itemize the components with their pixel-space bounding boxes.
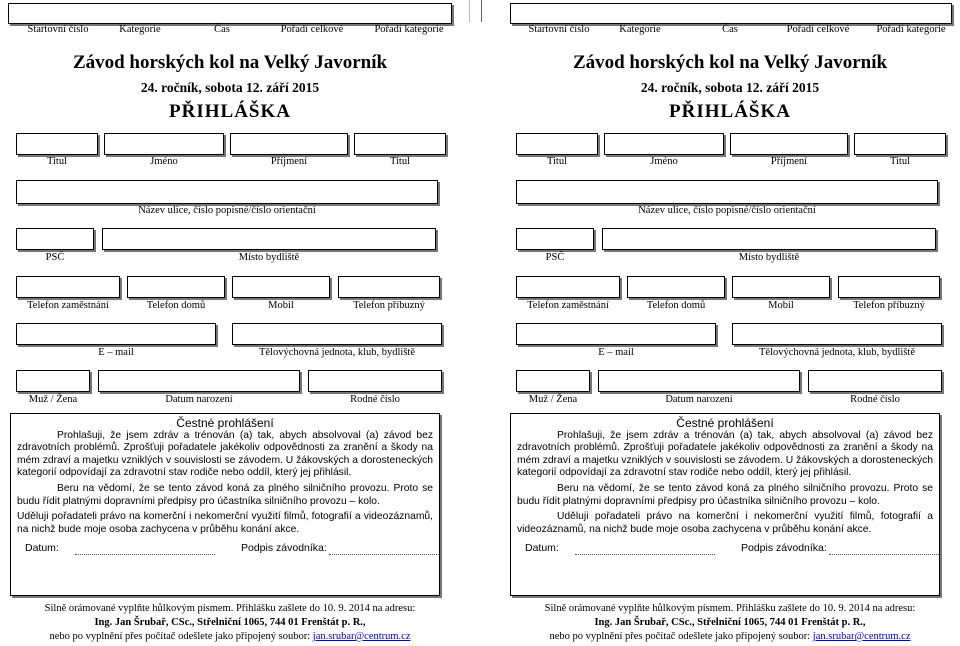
first-name-label: Jméno [150,156,178,167]
last-name-field[interactable] [230,133,348,155]
event-subtitle: 24. ročník, sobota 12. září 2015 [140,80,320,95]
declaration-health: Prohlašuji, že jsem zdráv a trénován (a) tak, abych absolvoval (a) závod bez zdravotních problémů. Zprošťuji pořadatele jakékoliv odpovědnosti za zranění a škody na mém zdraví a majetku vzniklých v souvislosti se závodem. U žákovských a dorosteneckých kategorií odpovídají za zdravotní stav rodiče nebo oddíl, který jej přihlásil. [17,429,433,479]
zip-label: PSČ [545,252,565,263]
entry-form-right [500,0,960,646]
titul-before-label: Titul [46,156,68,167]
club-label: Tělovýchovná jednota, klub, bydliště [758,347,915,358]
date-line[interactable] [75,554,215,555]
zip-label: PSČ [45,252,65,263]
form-title: PŘIHLÁŠKA [669,101,791,122]
entry-form-left [0,0,460,646]
relative-phone-field[interactable] [838,276,940,298]
zip-field[interactable] [516,228,594,250]
email-field[interactable] [516,323,716,345]
footer-email-prefix: nebo po vyplnění přes počítač odešlete jako připojený soubor: [49,631,313,642]
date-label: Datum: [25,542,59,555]
footer-address: Ing. Jan Šrubař, CSc., Střelniční 1065, 744 01 Frenštát p. R., [94,617,366,628]
declaration-heading: Čestné prohlášení [676,416,774,430]
footer-instructions: Silně orámované vyplňte hůlkovým písmem. Přihlášku zašlete do 10. 9. 2014 na adresu: [544,603,916,614]
page-divider-right [481,0,482,22]
signature-row [17,542,433,558]
birth-date-label: Datum narození [665,394,733,405]
birth-number-label: Rodné číslo [850,394,900,405]
header-time: Čas [722,24,738,35]
event-subtitle: 24. ročník, sobota 12. září 2015 [640,80,820,95]
header-category-rank: Pořadí kategorie [374,24,444,35]
declaration-media: Uděluji pořadateli právo na komerční i nekomerční využití filmů, fotografií a videozáznamů, na nichž bude moje osoba zachycena v průběhu konání akce. [517,511,933,535]
home-phone-field[interactable] [127,276,225,298]
street-label: Název ulice, číslo popisné/číslo orientační [638,205,816,216]
event-title: Závod horských kol na Velký Javorník [72,52,388,73]
work-phone-field[interactable] [516,276,620,298]
footer-email-link[interactable]: jan.srubar@centrum.cz [812,631,911,642]
signature-label: Podpis závodníka: [241,542,327,555]
declaration-traffic: Beru na vědomí, že se tento závod koná za plného silničního provozu. Proto se budu řídit platnými dopravními předpisy pro účastníka silničního provozu – kolo. [517,482,933,507]
birth-date-label: Datum narození [165,394,233,405]
last-name-label: Příjmení [770,156,808,167]
header-start-number: Startovní číslo [27,24,89,35]
titul-after-field[interactable] [354,133,446,155]
gender-label: Muž / Žena [528,394,578,405]
birth-number-field[interactable] [308,370,442,392]
result-header-box [510,3,952,24]
titul-before-field[interactable] [16,133,98,155]
header-category-rank: Pořadí kategorie [876,24,946,35]
header-overall-rank: Pořadí celkové [280,24,344,35]
first-name-field[interactable] [104,133,224,155]
relative-phone-label: Telefon příbuzný [853,300,925,311]
first-name-label: Jméno [650,156,678,167]
first-name-field[interactable] [604,133,724,155]
club-field[interactable] [732,323,942,345]
declaration-media: Uděluji pořadateli právo na komerční i nekomerční využití filmů, fotografií a videozáznamů, na nichž bude moje osoba zachycena v průběhu konání akce. [17,511,433,535]
zip-field[interactable] [16,228,94,250]
header-overall-rank: Pořadí celkové [786,24,850,35]
signature-label: Podpis závodníka: [741,542,827,555]
city-field[interactable] [102,228,436,250]
mobile-field[interactable] [732,276,830,298]
declaration-box [10,413,440,596]
home-phone-field[interactable] [627,276,725,298]
relative-phone-field[interactable] [338,276,440,298]
date-label: Datum: [525,542,559,555]
form-title: PŘIHLÁŠKA [169,101,291,122]
work-phone-label: Telefon zaměstnání [27,300,109,311]
footer-address: Ing. Jan Šrubař, CSc., Střelniční 1065, 744 01 Frenštát p. R., [594,617,866,628]
email-label: E – mail [598,347,634,358]
birth-date-field[interactable] [98,370,300,392]
footer-email-prefix: nebo po vyplnění přes počítač odešlete jako připojený soubor: [549,631,813,642]
street-field[interactable] [16,180,438,204]
city-label: Místo bydliště [738,252,800,263]
city-field[interactable] [602,228,936,250]
birth-number-field[interactable] [808,370,942,392]
header-time: Čas [214,24,230,35]
club-label: Tělovýchovná jednota, klub, bydliště [258,347,415,358]
declaration-health: Prohlašuji, že jsem zdráv a trénován (a) tak, abych absolvoval (a) závod bez zdravotních problémů. Zprošťuji pořadatele jakékoliv odpovědnosti za zranění a škody na mém zdraví a majetku vzniklých v souvislosti se závodem. U žákovských a dorosteneckých kategorií odpovídají za zdravotní stav rodiče nebo oddíl, který jej přihlásil. [517,429,933,479]
header-category: Kategorie [619,24,661,35]
declaration-heading: Čestné prohlášení [176,416,274,430]
titul-after-label: Titul [889,156,911,167]
titul-after-field[interactable] [854,133,946,155]
email-field[interactable] [16,323,216,345]
club-field[interactable] [232,323,442,345]
titul-after-label: Titul [389,156,411,167]
titul-before-label: Titul [546,156,568,167]
footer-email-line [0,631,460,642]
event-title: Závod horských kol na Velký Javorník [572,52,888,73]
relative-phone-label: Telefon příbuzný [353,300,425,311]
footer-instructions: Silně orámované vyplňte hůlkovým písmem. Přihlášku zašlete do 10. 9. 2014 na adresu: [44,603,416,614]
work-phone-label: Telefon zaměstnání [527,300,609,311]
email-label: E – mail [98,347,134,358]
last-name-field[interactable] [730,133,848,155]
footer-email-link[interactable]: jan.srubar@centrum.cz [312,631,411,642]
signature-row [517,542,933,558]
mobile-label: Mobil [768,300,794,311]
declaration-traffic: Beru na vědomí, že se tento závod koná za plného silničního provozu. Proto se budu řídit platnými dopravními předpisy pro účastníka silničního provozu – kolo. [17,482,433,507]
titul-before-field[interactable] [516,133,598,155]
footer-email-line [500,631,960,642]
birth-date-field[interactable] [598,370,800,392]
header-start-number: Startovní číslo [528,24,590,35]
home-phone-label: Telefon domů [646,300,706,311]
gender-label: Muž / Žena [28,394,78,405]
city-label: Místo bydliště [238,252,300,263]
signature-line[interactable] [329,554,439,555]
street-label: Název ulice, číslo popisné/číslo orientační [138,205,316,216]
birth-number-label: Rodné číslo [350,394,400,405]
mobile-field[interactable] [232,276,330,298]
work-phone-field[interactable] [16,276,120,298]
signature-line[interactable] [829,554,939,555]
result-header-box [8,3,452,24]
mobile-label: Mobil [268,300,294,311]
declaration-box [510,413,940,596]
street-field[interactable] [516,180,938,204]
home-phone-label: Telefon domů [146,300,206,311]
date-line[interactable] [575,554,715,555]
header-category: Kategorie [119,24,161,35]
last-name-label: Příjmení [270,156,308,167]
gender-field[interactable] [16,370,90,392]
gender-field[interactable] [516,370,590,392]
page-divider-left [469,0,470,22]
